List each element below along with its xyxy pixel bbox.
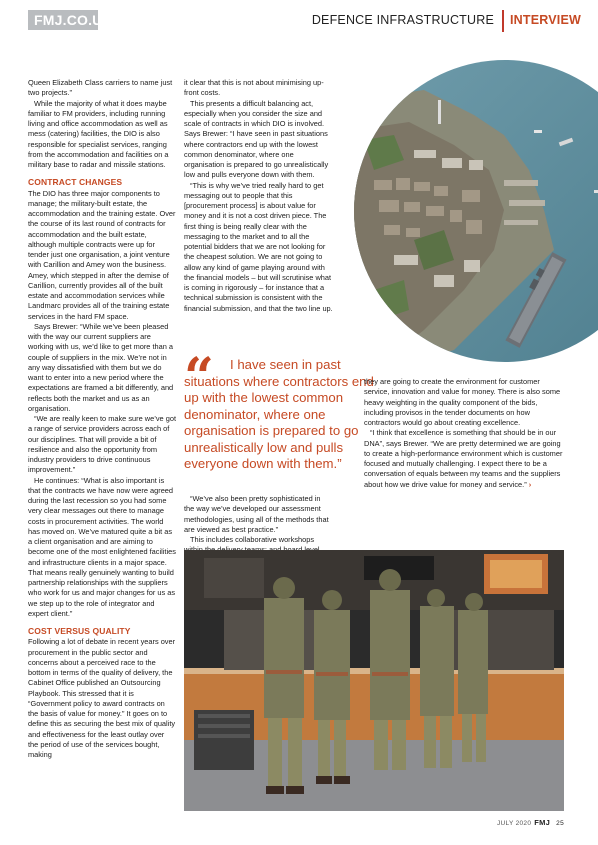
quote-mark-icon: “ bbox=[184, 347, 214, 408]
masthead-logo: FMJ.CO.UK bbox=[34, 12, 113, 28]
paragraph: “This is why we’ve tried really hard to get messaging out to people that this [procurement process] is about value for money and it is not a cost driven piece. The first thing is being really clear with the messaging to the market and to all the potential bidders that we are not looking for the cheapest solution. We are not going to allow any kind of game playing around with the financial models – but will scrutinise what is coming in rigorously – for instance that a technical submission is consistent with the financial submission, and that the two line up. bbox=[184, 180, 333, 313]
paragraph: This presents a difficult balancing act, especially when you consider the size and scale of contracts in which DIO is involved. Says Brewer: “I have seen in past situations where contractors end up with the lowest common denominator, where one organisation is prepared to go unrealistically low and pulls everyone down with them. bbox=[184, 98, 329, 180]
aerial-dockyard-photo bbox=[354, 60, 598, 362]
paragraph: While the majority of what it does maybe familiar to FM providers, including running living and office accommodation as well as mess (catering) facilities, the DIO is also responsible for specialist services, ranging from the accommodation and facilities on a military base to radar and missile stations. bbox=[28, 98, 169, 169]
paragraph: He continues: “What is also important is that the contracts we have now were agreed during the last recession so you had some very clear messages out there to manage costs in procurement activities. The world has moved on. We’ve matured quite a bit as a client organisation and are aiming to become one of the most enlightened facilities and infrastructure clients in a major space. That means really genuinely wanting to build partnership relationships with the suppliers who work for us and major changes for us as we step up to the role of integrator and expert client.” bbox=[28, 475, 176, 618]
paragraph: Following a lot of debate in recent years over procurement in the public sector and concerns about a perceived race to the bottom in terms of the quality of delivery, the Cabinet Office published an Outsourcing Playbook. This stressed that it is “Government policy to award contracts on the basis of value for money.” It goes on to define this as securing the best mix of quality and effectiveness for the least outlay over the period of use of the services bought, making bbox=[28, 637, 176, 759]
article-column-right bbox=[364, 377, 564, 490]
paragraph: it clear that this is not about minimising up-front costs. bbox=[184, 78, 324, 98]
aerial-dockyard-illustration bbox=[354, 60, 598, 362]
soldiers-canteen-photo bbox=[184, 550, 564, 811]
subheading-contract-changes: CONTRACT CHANGES bbox=[28, 177, 123, 188]
issue-date: JULY 2020 bbox=[496, 820, 532, 827]
soldiers-canteen-illustration bbox=[184, 550, 564, 811]
paragraph: they are going to create the environment for customer service, innovation and value for money. There is also some heavy weighting in the quality component of the bids, including provisos in the tender documents on how contractors would go about creating excellence. bbox=[364, 377, 561, 427]
pull-quote: I have seen in past situations where contractors end up with the lowest common denominator, where one organisation is prepared to go unrealistically low and pulls everyone down with them.” bbox=[184, 357, 374, 471]
paragraph bbox=[364, 428, 564, 490]
section-title: DEFENCE INFRASTRUCTURE bbox=[311, 13, 494, 27]
paragraph: This includes collaborative workshops bbox=[190, 535, 315, 544]
header-divider bbox=[502, 10, 504, 32]
article-column-middle bbox=[184, 78, 334, 314]
paragraph: Says Brewer: “While we’ve been pleased with the way our current suppliers are working with us, we’d like to get more than a couple of suppliers in the mix. We’re not in any way dissatisfied with them but we do want to enter into a new period where the expectations are framed a bit differently, and reflects both the market and us as an organisation. bbox=[28, 321, 174, 413]
page-footer bbox=[497, 818, 564, 827]
subheading-cost-versus-quality: COST VERSUS QUALITY bbox=[28, 626, 131, 636]
paragraph: “We’ve also been pretty sophisticated in the way we’ve developed our assessment methodologies, using all of the methods that are viewed as best practice.” bbox=[184, 494, 329, 534]
end-mark-icon: › bbox=[528, 479, 532, 489]
paragraph: The DIO has three major components to manage; the military-built estate, the accommodation and the training estate. Over the course of its last round of contracts for accommodation and the built estate, although multiple contracts were up for tender just one organisation, a joint venture with Carillion and Amey won the business. Amey, which stepped in after the demise of Carillion, currently provides all of the built estate and accommodation services while Landmarc provides all of the training estate services in the hard FM space. bbox=[28, 188, 176, 321]
article-column-left bbox=[28, 78, 176, 760]
paragraph: “We are really keen to make sure we’ve got a range of service providers across each of our disciplines. That will provide a bit of resilience and also the opportunity from industry providers to drive continuous improvement.” bbox=[28, 414, 176, 475]
paragraph: Queen Elizabeth Class carriers to name just two projects.” bbox=[28, 78, 173, 98]
page-number: 25 bbox=[556, 820, 564, 827]
footer-brand: FMJ bbox=[534, 818, 551, 827]
paragraph-text: “I think that excellence is something that should be in our DNA”, says Brewer. “We are pretty determined we are going to create a high-performance environment which is customer focused and mutually challenging. I expect there to be a conversation of equals between my teams and the suppliers about how we drive value for money and service.” bbox=[364, 428, 563, 489]
category-label: INTERVIEW bbox=[510, 13, 582, 27]
